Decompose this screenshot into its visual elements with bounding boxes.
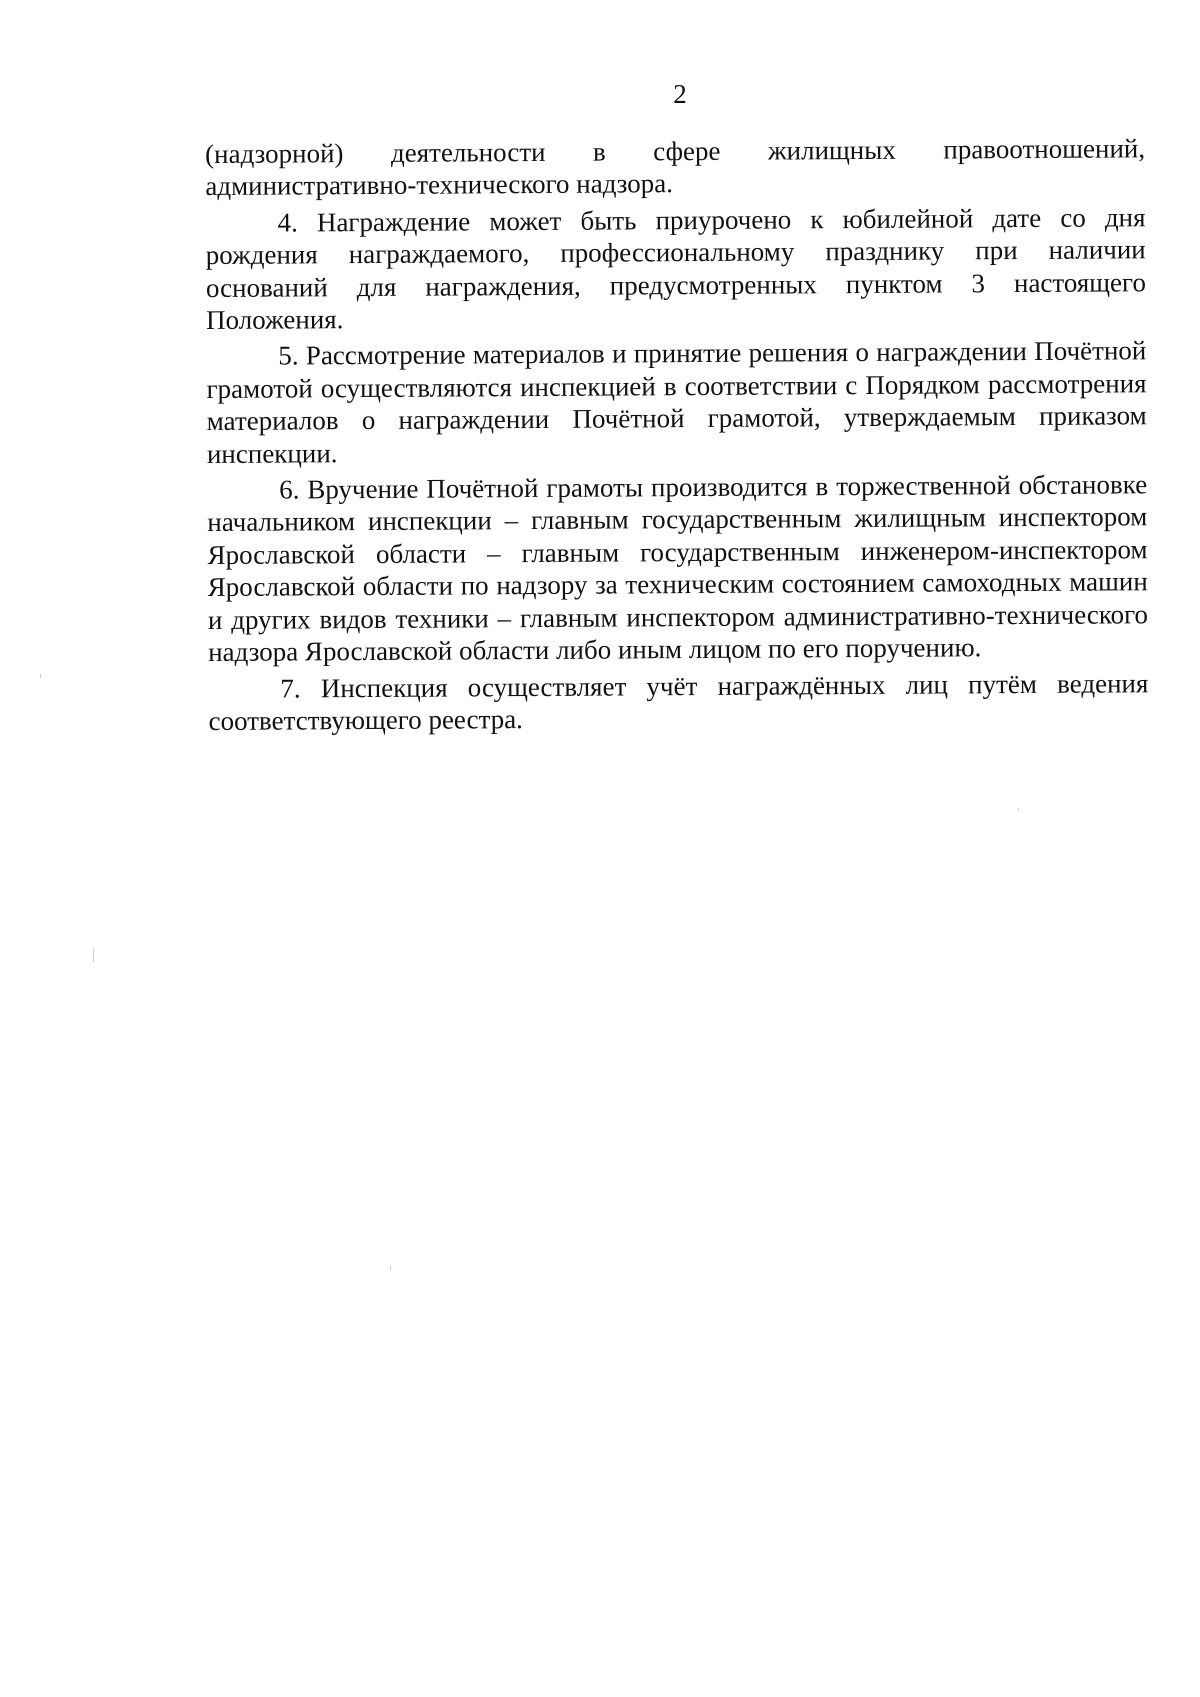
scan-artifact	[390, 1266, 391, 1270]
paragraph-item-5: 5. Рассмотрение материалов и принятие решения о награждении Почётной грамотой осуществляются инспекцией в соответствии с Порядком рассмотрения материалов о награждении Почётной грамотой, утверждаемым приказом инспекции.	[206, 335, 1147, 469]
scan-artifact	[40, 674, 41, 678]
paragraph-item-7: 7. Инспекция осуществляет учёт награждённых лиц путём ведения соответствующего реестра.	[208, 667, 1149, 736]
page-number: 2	[673, 79, 687, 109]
scan-artifact	[1018, 808, 1019, 811]
paragraph-item-4: 4. Награждение может быть приурочено к юбилейной дате со дня рождения награждаемого, профессиональному празднику при наличии оснований для награждения, предусмотренных пунктом 3 настоящего Положения.	[205, 202, 1146, 336]
document-body	[205, 132, 1149, 741]
paragraph-item-6: 6. Вручение Почётной грамоты производится в торжественной обстановке начальником инспекции – главным государственным жилищным инспектором Ярославской области – главным государственным инженером-инспектором Ярославской области по надзору за техническим состоянием самоходных машин и других видов техники – главным инспектором административно-технического надзора Ярославской области либо иным лицом по его поручению.	[207, 469, 1149, 668]
paragraph-continuation: (надзорной) деятельности в сфере жилищных правоотношений, административно-технического надзора.	[205, 133, 1146, 202]
scan-artifact	[93, 948, 94, 962]
